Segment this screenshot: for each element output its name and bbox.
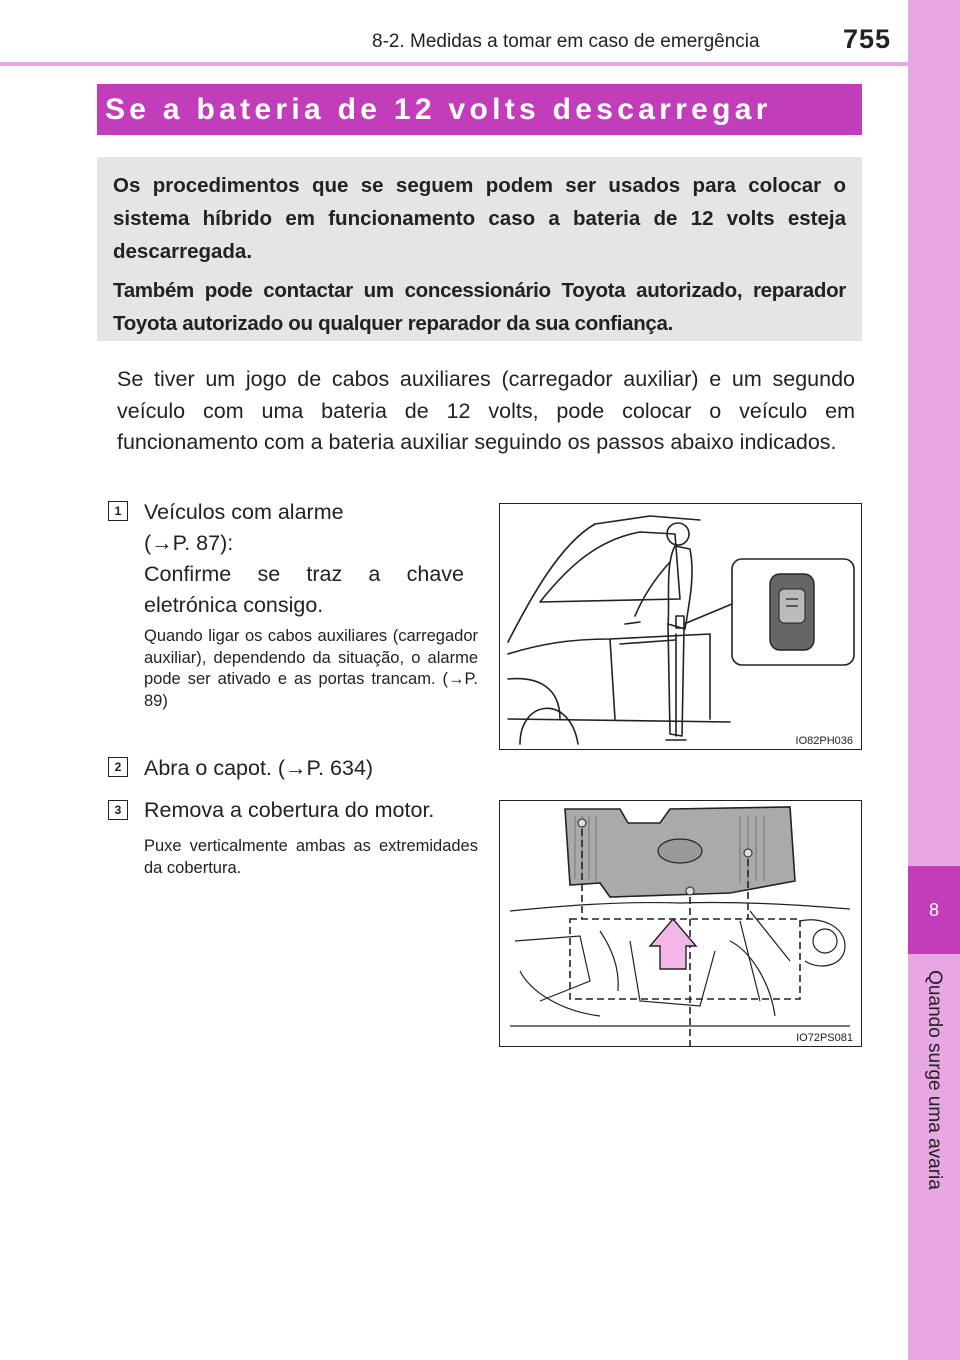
- step-2-marker: 2: [108, 757, 128, 777]
- step-3-text: Remova a cobertura do motor.: [144, 798, 435, 822]
- step-1-marker: 1: [108, 501, 128, 521]
- step-3-note: Puxe verticalmente ambas as extremidades da cobertura.: [144, 837, 478, 877]
- page-number: 755: [843, 24, 892, 54]
- intro-paragraph-2: Também pode contactar um concessionário Toyota autorizado, reparador Toyota autorizado ou qualquer reparador da sua confiança.: [113, 279, 846, 335]
- figure-2-code: IO72PS081: [796, 1032, 853, 1044]
- page-title: Se a bateria de 12 volts descarregar: [105, 92, 772, 126]
- step-1-note: Quando ligar os cabos auxiliares (carregador auxiliar), dependendo da situação, o alarme pode ser ativado e as portas trancam. (→P. 89): [144, 627, 478, 710]
- title-bar: [97, 84, 862, 135]
- chapter-number: 8: [928, 899, 939, 920]
- engine-cover-illustration: [500, 801, 862, 1047]
- step-2-text: Abra o capot. (→P. 634): [144, 756, 374, 780]
- chapter-label: Quando surge uma avaria: [924, 970, 945, 1190]
- chapter-number-box: [908, 866, 960, 954]
- body-paragraph: Se tiver um jogo de cabos auxiliares (carregador auxiliar) e um segundo veículo com uma bateria de 12 volts, pode colocar o veículo em funcionamento com a bateria auxiliar seguindo os passos abaixo indicados.: [117, 367, 855, 454]
- step-3-marker: 3: [108, 800, 128, 820]
- car-door-illustration: [500, 504, 862, 750]
- figure-engine-cover: [499, 800, 862, 1047]
- header-rule: [0, 62, 908, 66]
- step-1-line-1: Veículos com alarme: [144, 500, 344, 524]
- section-title: 8-2. Medidas a tomar em caso de emergência: [372, 31, 760, 52]
- intro-box: [97, 157, 862, 341]
- figure-smart-key: [499, 503, 862, 750]
- intro-paragraph-1: Os procedimentos que se seguem podem ser usados para colocar o sistema híbrido em funcionamento caso a bateria de 12 volts esteja descarregada.: [113, 174, 846, 263]
- figure-1-code: IO82PH036: [795, 735, 853, 747]
- step-1-line-3: Confirme se traz a chave eletrónica consigo.: [144, 562, 464, 617]
- step-1-line-2: (→P. 87):: [144, 531, 234, 555]
